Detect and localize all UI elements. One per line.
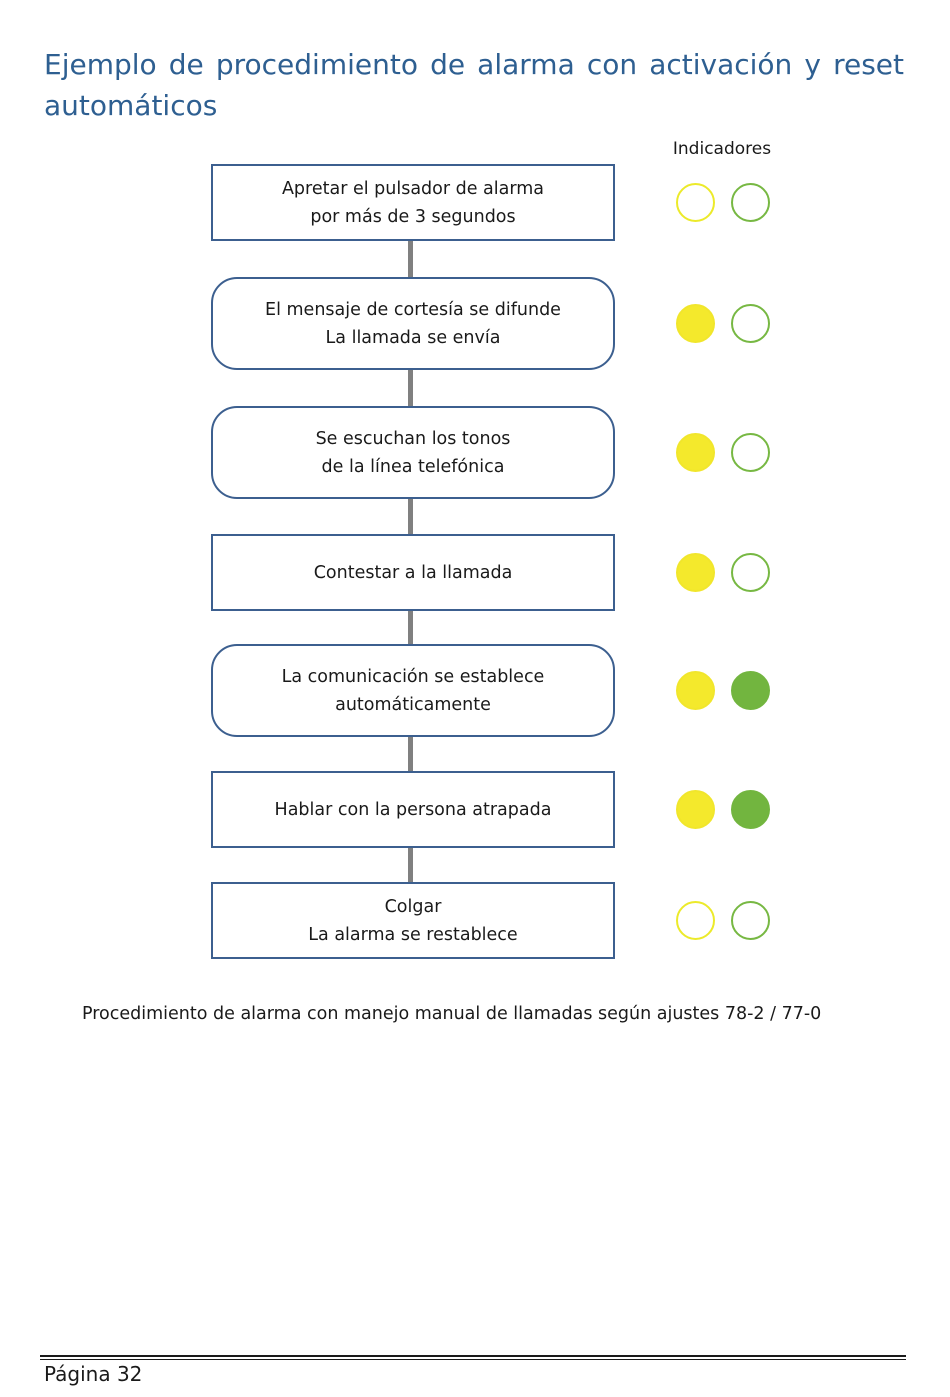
figure-caption: Procedimiento de alarma con manejo manual de llamadas según ajustes 78-2 / 77-0 <box>82 1004 822 1024</box>
flow-step-6 <box>211 771 615 848</box>
flow-step-text: El mensaje de cortesía se difunde <box>265 299 561 320</box>
yellow-indicator-on <box>676 304 715 343</box>
footer-divider <box>40 1355 906 1357</box>
yellow-indicator-on <box>676 790 715 829</box>
flow-step-3 <box>211 406 615 499</box>
yellow-indicator-on <box>676 433 715 472</box>
flow-step-text: de la línea telefónica <box>321 456 505 477</box>
yellow-indicator-on <box>676 671 715 710</box>
flow-step-text: La alarma se restablece <box>308 924 518 945</box>
flow-step-text: Hablar con la persona atrapada <box>274 799 552 820</box>
yellow-indicator-off <box>676 183 715 222</box>
yellow-indicator-on <box>676 553 715 592</box>
flow-connector <box>408 848 413 882</box>
green-indicator-off <box>731 304 770 343</box>
flow-step-4 <box>211 534 615 611</box>
green-indicator-on <box>731 671 770 710</box>
flow-step-5 <box>211 644 615 737</box>
flow-connector <box>408 611 413 644</box>
flow-step-text: Apretar el pulsador de alarma <box>281 178 545 199</box>
flow-step-7 <box>211 882 615 959</box>
flow-connector <box>408 499 413 534</box>
green-indicator-on <box>731 790 770 829</box>
flow-step-text: por más de 3 segundos <box>310 206 516 227</box>
green-indicator-off <box>731 183 770 222</box>
flow-step-text: automáticamente <box>335 694 491 715</box>
flow-step-text: Se escuchan los tonos <box>315 428 511 449</box>
flow-step-1 <box>211 164 615 241</box>
green-indicator-off <box>731 553 770 592</box>
flow-step-2 <box>211 277 615 370</box>
footer-divider-thin <box>40 1359 906 1360</box>
flow-connector <box>408 737 413 771</box>
green-indicator-off <box>731 433 770 472</box>
flow-connector <box>408 241 413 277</box>
indicators-header: Indicadores <box>672 139 772 159</box>
page-title: Ejemplo de procedimiento de alarma con activación y reset automáticos <box>44 48 904 122</box>
page-number: Página 32 <box>44 1362 143 1386</box>
flow-step-text: La llamada se envía <box>325 327 501 348</box>
yellow-indicator-off <box>676 901 715 940</box>
green-indicator-off <box>731 901 770 940</box>
flow-step-text: Colgar <box>384 896 442 917</box>
flow-connector <box>408 370 413 406</box>
flow-step-text: La comunicación se establece <box>281 666 545 687</box>
flow-step-text: Contestar a la llamada <box>313 562 513 583</box>
